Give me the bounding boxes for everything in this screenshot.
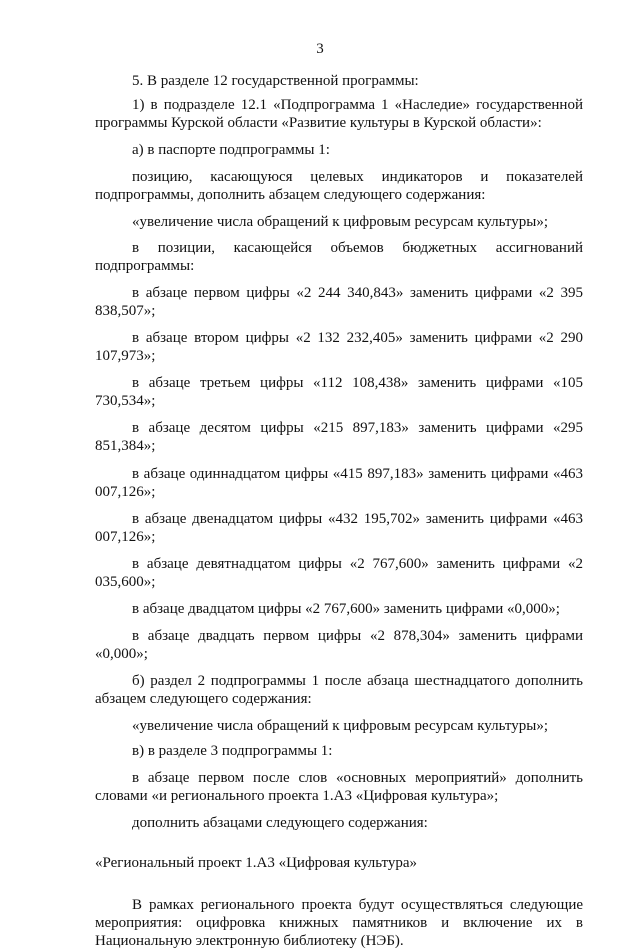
section-heading: «Региональный проект 1.А3 «Цифровая культура»: [95, 855, 418, 871]
paragraph: в абзаце одиннадцатом цифры «415 897,183» заменить цифрами «463 007,126»;: [95, 466, 583, 500]
paragraph: в абзаце двенадцатом цифры «432 195,702» заменить цифрами «463 007,126»;: [95, 511, 583, 545]
paragraph: в) в разделе 3 подпрограммы 1:: [132, 743, 333, 759]
paragraph: В рамках регионального проекта будут осуществляться следующие мероприятия: оцифровка книжных памятников и включение их в Национальную электронную библиотеку (НЭБ).: [95, 897, 583, 949]
paragraph: в абзаце двадцать первом цифры «2 878,304» заменить цифрами «0,000»;: [95, 628, 583, 662]
document-body: [95, 72, 583, 950]
paragraph: позицию, касающуюся целевых индикаторов и показателей подпрограммы, дополнить абзацем следующего содержания:: [95, 169, 583, 203]
paragraph: в абзаце третьем цифры «112 108,438» заменить цифрами «105 730,534»;: [95, 375, 583, 409]
paragraph: «увеличение числа обращений к цифровым ресурсам культуры»;: [132, 718, 549, 734]
page-number: 3: [316, 41, 324, 57]
paragraph: в абзаце первом цифры «2 244 340,843» заменить цифрами «2 395 838,507»;: [95, 285, 583, 319]
paragraph: 1) в подразделе 12.1 «Подпрограмма 1 «Наследие» государственной программы Курской области «Развитие культуры в Курской области»:: [95, 97, 583, 131]
paragraph: «увеличение числа обращений к цифровым ресурсам культуры»;: [132, 214, 549, 230]
paragraph: в абзаце девятнадцатом цифры «2 767,600» заменить цифрами «2 035,600»;: [95, 556, 583, 590]
paragraph: в абзаце десятом цифры «215 897,183» заменить цифрами «295 851,384»;: [95, 420, 583, 454]
paragraph: в абзаце первом после слов «основных мероприятий» дополнить словами «и регионального проекта 1.А3 «Цифровая культура»;: [95, 770, 583, 804]
paragraph: в абзаце втором цифры «2 132 232,405» заменить цифрами «2 290 107,973»;: [95, 330, 583, 364]
paragraph: в позиции, касающейся объемов бюджетных ассигнований подпрограммы:: [95, 240, 583, 274]
paragraph: а) в паспорте подпрограммы 1:: [132, 142, 330, 158]
paragraph: б) раздел 2 подпрограммы 1 после абзаца шестнадцатого дополнить абзацем следующего содержания:: [95, 673, 583, 707]
paragraph: в абзаце двадцатом цифры «2 767,600» заменить цифрами «0,000»;: [132, 601, 560, 617]
paragraph: 5. В разделе 12 государственной программы:: [132, 73, 419, 89]
paragraph: дополнить абзацами следующего содержания:: [132, 815, 428, 831]
